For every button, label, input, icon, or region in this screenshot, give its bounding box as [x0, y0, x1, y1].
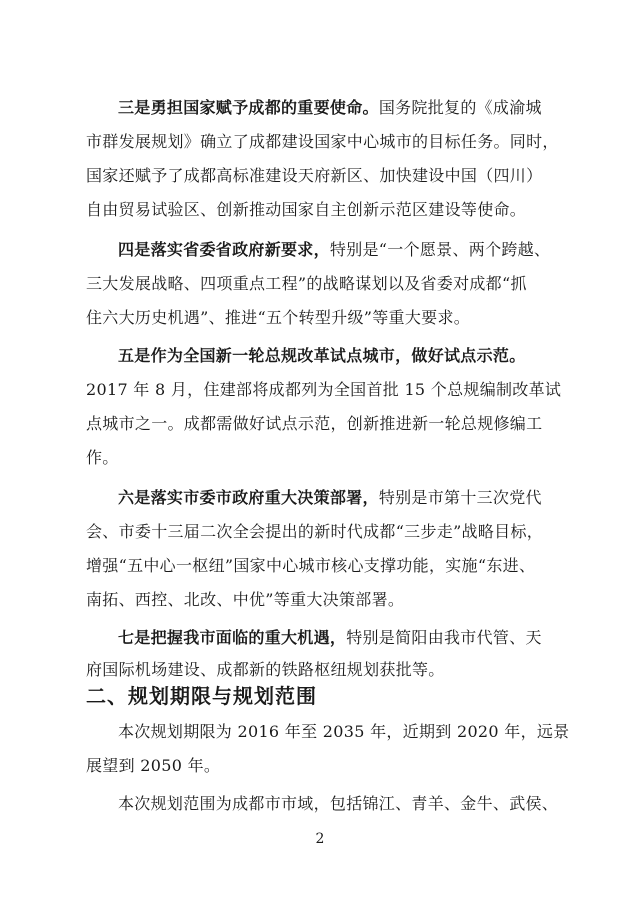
paragraph-3-line-2: 2017 年 8 月，住建部将成都列为全国首批 15 个总规编制改革试 [86, 380, 562, 399]
paragraph-4-line-4: 南拓、西控、北改、中优”等重大决策部署。 [86, 590, 405, 609]
paragraph-4-line-3: 增强“五中心一枢纽”国家中心城市核心支撑功能，实施“东进、 [86, 556, 536, 575]
paragraph-4-text: 特别是市第十三次党代 [378, 488, 542, 507]
paragraph-4-lead: 六是落实市委市政府重大决策部署， [118, 488, 379, 507]
paragraph-2-lead: 四是落实省委省政府新要求， [118, 240, 330, 259]
paragraph-5-text: 特别是简阳由我市代管、天 [346, 628, 542, 647]
paragraph-1-line-4: 自由贸易试验区、创新推动国家自主创新示范区建设等使命。 [86, 200, 527, 219]
paragraph-3-line-1 [86, 346, 556, 366]
paragraph-2-line-2: 三大发展战略、四项重点工程”的战略谋划以及省委对成都“抓 [86, 274, 527, 293]
section-line-3 [86, 794, 559, 814]
section-line-1-text: 本次规划期限为 2016 年至 2035 年，近期到 2020 年，远景 [118, 722, 570, 741]
paragraph-5-line-2: 府国际机场建设、成都新的铁路枢纽规划获批等。 [86, 660, 445, 679]
paragraph-5-line-1 [86, 628, 556, 648]
paragraph-1-line-3: 国家还赋予了成都高标准建设天府新区、加快建设中国（四川） [86, 166, 543, 185]
paragraph-2-line-1 [86, 240, 556, 260]
paragraph-2-line-3: 住六大历史机遇”、推进“五个转型升级”等重大要求。 [86, 308, 471, 327]
paragraph-3-line-4: 作。 [86, 448, 119, 467]
section-heading: 二、规划期限与规划范围 [86, 684, 317, 708]
section-line-1 [86, 722, 570, 742]
paragraph-4-line-2: 会、市委十三届二次全会提出的新时代成都“三步走”战略目标， [86, 522, 544, 541]
paragraph-4-line-1 [86, 488, 556, 508]
page-number: 2 [315, 831, 325, 847]
section-line-2: 展望到 2050 年。 [86, 756, 221, 775]
paragraph-1-lead: 三是勇担国家赋予成都的重要使命。 [118, 98, 379, 117]
paragraph-3-line-3: 点城市之一。成都需做好试点示范，创新推进新一轮总规修编工 [86, 414, 543, 433]
paragraph-2-text: 特别是“一个愿景、两个跨越、 [329, 240, 551, 259]
paragraph-1-line-1 [86, 98, 556, 118]
paragraph-5-lead: 七是把握我市面临的重大机遇， [118, 628, 347, 647]
section-line-3-text: 本次规划范围为成都市市域，包括锦江、青羊、金牛、武侯、 [118, 794, 559, 813]
paragraph-1-line-2: 市群发展规划》确立了成都建设国家中心城市的目标任务。同时， [86, 132, 559, 151]
paragraph-3-lead: 五是作为全国新一轮总规改革试点城市，做好试点示范。 [118, 346, 526, 365]
paragraph-1-text: 国务院批复的《成渝城 [378, 98, 542, 117]
